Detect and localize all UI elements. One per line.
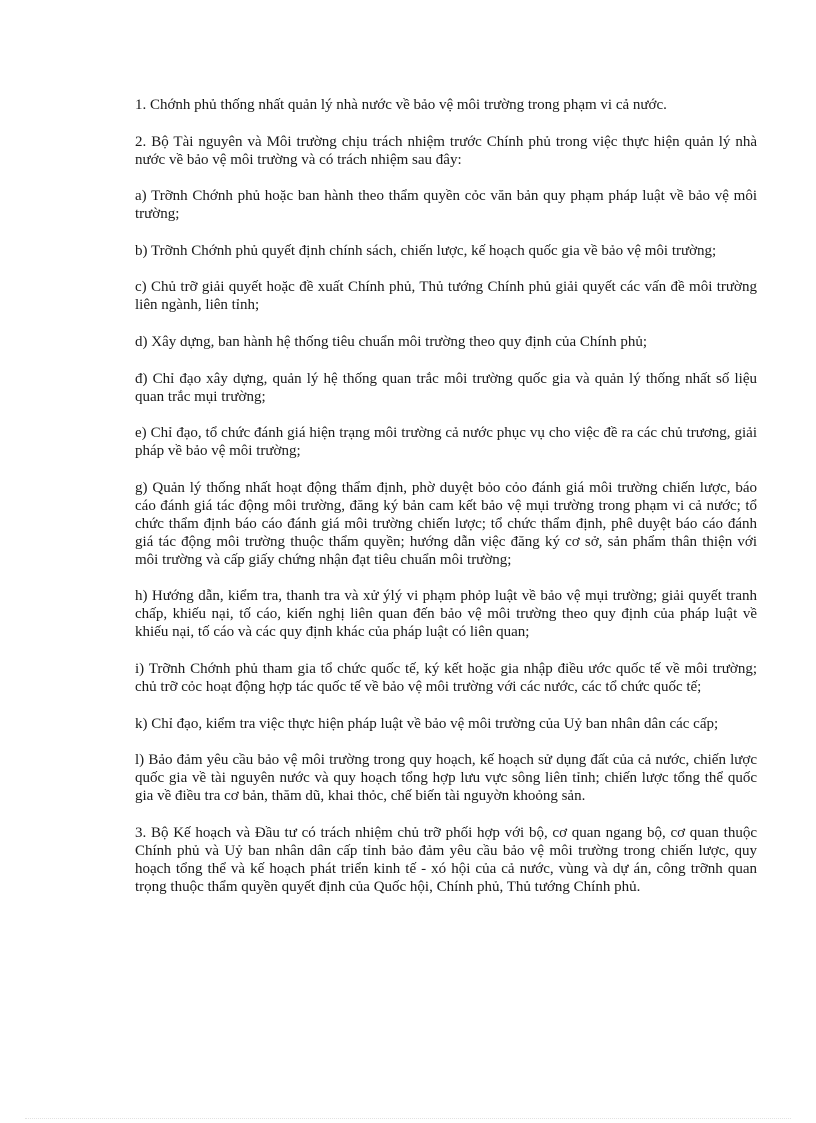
document-body — [135, 96, 757, 914]
paragraph-2c: c) Chủ trỡ giải quyết hoặc đề xuất Chính phủ, Thủ tướng Chính phủ giải quyết các vấn đề môi trường liên ngành, liên tỉnh; — [135, 279, 757, 314]
paragraph-2k: k) Chỉ đạo, kiểm tra việc thực hiện pháp luật về bảo vệ môi trường của Uỷ ban nhân dân các cấp; — [135, 715, 719, 732]
paragraph-2g: g) Quản lý thống nhất hoạt động thẩm định, phờ duyệt bỏo cỏo đánh giá môi trường chiến lược, báo cáo đánh giá tác động môi trường, đăng ký bản cam kết bảo vệ mụi trường trong phạm vi cả nước; tổ chức thẩm định báo cáo đánh giá môi trường chiến lược; tổ chức thẩm định, phê duyệt báo cáo đánh giá tác động môi trường thuộc thẩm quyền; hướng dẫn việc đăng ký cơ sở, sản phẩm thân thiện với môi trường và cấp giấy chứng nhận đạt tiêu chuẩn môi trường; — [135, 479, 757, 568]
paragraph-2e: e) Chỉ đạo, tổ chức đánh giá hiện trạng môi trường cả nước phục vụ cho việc đề ra các chủ trương, giải pháp về bảo vệ môi trường; — [135, 425, 757, 460]
paragraph-2a: a) Trỡnh Chớnh phủ hoặc ban hành theo thẩm quyền cỏc văn bản quy phạm pháp luật về bảo vệ môi trường; — [135, 188, 757, 223]
paragraph-2l: l) Bảo đảm yêu cầu bảo vệ môi trường trong quy hoạch, kế hoạch sử dụng đất của cả nước, chiến lược quốc gia về tài nguyên nước và quy hoạch tổng hợp lưu vực sông liên tỉnh; chiến lược tổng thể quốc gia về điều tra cơ bản, thăm dũ, khai thỏc, chế biến tài nguyờn khoỏng sản. — [135, 752, 757, 805]
paragraph-2h: h) Hướng dẫn, kiểm tra, thanh tra và xử ýlý vi phạm phỏp luật về bảo vệ mụi trường; giải quyết tranh chấp, khiếu nại, tố cáo, kiến nghị liên quan đến bảo vệ môi trường theo quy định của pháp luật về khiếu nại, tố cáo và các quy định khác của pháp luật có liên quan; — [135, 588, 757, 641]
paragraph-2d: d) Xây dựng, ban hành hệ thống tiêu chuẩn môi trường theo quy định của Chính phủ; — [135, 333, 648, 350]
paragraph-3: 3. Bộ Kế hoạch và Đầu tư có trách nhiệm chủ trỡ phối hợp với bộ, cơ quan ngang bộ, cơ quan thuộc Chính phủ và Uỷ ban nhân dân cấp tỉnh bảo đảm yêu cầu bảo vệ môi trường trong chiến lược, quy hoạch tổng thể và kế hoạch phát triển kinh tế - xó hội của cả nước, vùng và dự án, công trỡnh quan trọng thuộc thẩm quyền quyết định của Quốc hội, Chính phủ, Thủ tướng Chính phủ. — [135, 824, 757, 895]
paragraph-2: 2. Bộ Tài nguyên và Môi trường chịu trách nhiệm trước Chính phủ trong việc thực hiện quản lý nhà nước về bảo vệ môi trường và có trách nhiệm sau đây: — [135, 133, 757, 168]
page-bottom-divider — [25, 1118, 791, 1119]
paragraph-1: 1. Chớnh phủ thống nhất quản lý nhà nước về bảo vệ môi trường trong phạm vi cả nước. — [135, 97, 667, 113]
paragraph-2i: i) Trỡnh Chớnh phủ tham gia tổ chức quốc tế, ký kết hoặc gia nhập điều ước quốc tế về môi trường; chủ trỡ cỏc hoạt động hợp tác quốc tế về bảo vệ môi trường với các nước, các tổ chức quốc tế; — [135, 660, 757, 695]
paragraph-2b: b) Trỡnh Chớnh phủ quyết định chính sách, chiến lược, kế hoạch quốc gia về bảo vệ môi trường; — [135, 242, 717, 259]
paragraph-2dd: đ) Chỉ đạo xây dựng, quản lý hệ thống quan trắc môi trường quốc gia và quản lý thống nhất số liệu quan trắc mụi trường; — [135, 370, 757, 405]
